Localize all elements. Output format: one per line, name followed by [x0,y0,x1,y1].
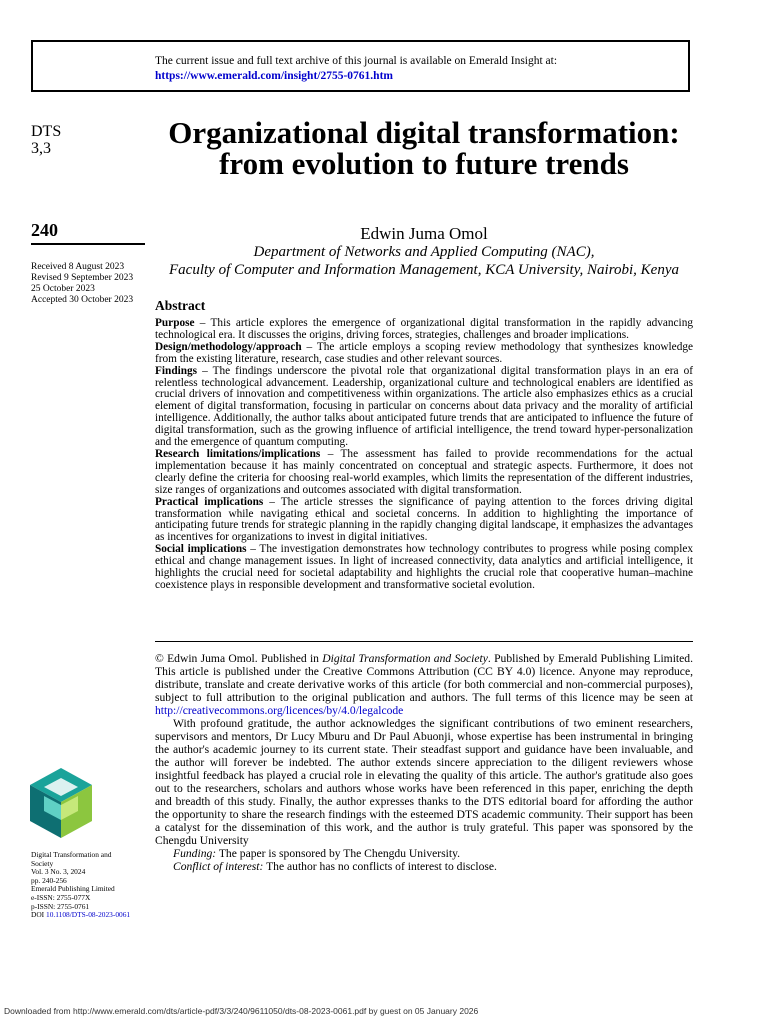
abstract-label: Purpose [155,317,195,329]
journal-access-box [31,40,690,92]
doi-line [31,911,143,920]
date-received: Received 8 August 2023 [31,262,125,272]
abstract-heading: Abstract [155,298,206,313]
article-dates [31,262,151,306]
affiliation-line-1: Department of Networks and Applied Computing (NAC), [253,244,595,260]
abstract-label: Social implications [155,543,247,556]
access-notice: The current issue and full text archive of this journal is available on Emerald Insight at: [155,55,558,67]
download-footer: Downloaded from http://www.emerald.com/dts/article-pdf/3/3/240/9611050/dts-08-2023-0061.pdf by guest on 05 January 2026 [4,1006,479,1016]
journal-info-line: Emerald Publishing Limited [31,884,115,894]
licence-text-2: . Published by Emerald Publishing Limited. This article is published under the Creative Commons Attribution (CC BY 4.0) licence. Anyone may reproduce, distribute, translate and create derivative works of this article (for both commercial and non-commercial purposes), subject to full attribution to the original publication and authors. The full terms of this licence may be seen at [155,652,693,704]
acknowledgement-paragraph: With profound gratitude, the author acknowledges the significant contributions of two eminent researchers, supervisors and mentors, Dr Lucy Mburu and Dr Paul Abuonji, whose expertise has been instrumental in bringing the author's academic journey to its current state. Their steadfast support and guidance have been invaluable, and the author will forever be indebted. The author extends sincere appreciation to the diligent reviewers whose insightful feedback has played a crucial role in elevating the quality of this article. The author's gratitude also goes out to the researchers, scholars and authors whose works have been referenced in this paper, enriching the depth and breadth of this study. Finally, the author expresses thanks to the DTS editorial board for affording the author the opportunity to share the research findings with the esteemed DTS academic community. Their support has been a catalyst for the dissemination of this work, and the author is truly grateful. This paper was sponsored by the Chengdu University [155,717,693,847]
abstract-limitations [155,449,693,497]
doi-label: DOI [31,910,45,920]
licence-section [155,652,693,873]
abstract-findings [155,366,693,449]
abstract-text: – This article explores the emergence of organizational digital transformation in the rapidly advancing technological era. It discusses the origins, driving forces, strategies, challenges and broader implications. [155,317,693,341]
author-affiliation [150,243,698,279]
doi-link[interactable]: 10.1108/DTS-08-2023-0061 [46,910,131,920]
funding-label: Funding: [173,847,217,860]
licence-link[interactable]: http://creativecommons.org/licences/by/4.0/legalcode [155,704,404,717]
affiliation-line-2: Faculty of Computer and Information Management, KCA University, Nairobi, Kenya [169,262,679,278]
abstract-text: – The article stresses the significance of paying attention to the forces driving digital transformation while navigating ethical and societal concerns. In addition to highlighting the importance of anticipating future trends for strategic planning in the rapidly changing digital landscape, it emphasizes the advantages as incentives for organizations to invest in digital initiatives. [155,495,693,544]
funding-statement [155,847,693,860]
section-divider [155,641,693,642]
journal-logo [30,768,92,838]
journal-volume-label [31,123,61,157]
page-number-rule [31,243,145,245]
journal-info-line: e-ISSN: 2755-077X [31,892,91,902]
journal-info-line: Society [31,858,54,868]
page-number: 240 [31,220,58,240]
abstract-body [155,318,693,592]
abstract-text: – The investigation demonstrates how technology contributes to progress while posing complex ethical and change management issues. In light of increased connectivity, data analytics and artificial intelligence, it highlights the crucial need for societal adaptability and highlights the crucial role that cooperative human–machine coexistence plays in responsible development and transformative societal evolution. [155,543,693,591]
abstract-design [155,342,693,366]
journal-info [31,851,143,920]
date-revised: Revised 9 September 2023 [31,273,134,283]
abstract-social [155,544,693,592]
article-title: Organizational digital transformation: from evolution to future trends [168,115,680,181]
conflict-label: Conflict of interest: [173,860,264,873]
journal-info-line: p-ISSN: 2755-0761 [31,901,90,911]
licence-text: © Edwin Juma Omol. Published in [155,652,323,665]
date-accepted: Accepted 30 October 2023 [31,295,134,305]
author-name: Edwin Juma Omol [360,224,488,243]
volume-issue: 3,3 [31,140,51,157]
conflict-text: The author has no conflicts of interest to disclose. [263,860,497,873]
abstract-text: – The findings underscore the pivotal role that organizational digital transformation plays in an era of relentless technological advancement. Leadership, organizational culture and technological enablers are identified as crucial drivers of innovation and competitiveness within organizations. The article also emphasizes ethics as a crucial element of digital transformation, focusing in particular on concerns about data privacy and the morality of artificial intelligence. Additionally, the author talks about anticipated future trends that are anticipated to influence the future of digital transformation, such as the growing influence of artificial intelligence, the trend toward hyper-personalization and the emergence of quantum computing. [155,364,693,449]
journal-url-link[interactable]: https://www.emerald.com/insight/2755-0761.htm [155,70,393,82]
journal-info-line: Vol. 3 No. 3, 2024 [31,867,86,877]
abstract-label: Practical implications [155,495,264,508]
licence-paragraph [155,652,693,717]
journal-abbrev: DTS [31,123,62,140]
abstract-text: – The assessment has failed to provide recommendations for the actual implementation because it has mainly concentrated on conceptual and strategic aspects. Furthermore, it does not clearly define the criteria for choosing real-world examples, which limits the representation of the different industries, size ranges of organizations and outcomes associated with digital transformation. [155,447,693,496]
abstract-purpose [155,318,693,342]
date-revised-2: 25 October 2023 [31,284,95,294]
abstract-label: Findings [155,364,198,377]
funding-text: The paper is sponsored by The Chengdu University. [216,847,461,860]
abstract-label: Research limitations/implications [155,447,321,460]
journal-name: Digital Transformation and Society [322,652,488,665]
abstract-text: – The article employs a scoping review methodology that synthesizes knowledge from the existing literature, research, case studies and other relevant sources. [155,340,693,365]
abstract-label: Design/methodology/approach [155,340,302,353]
abstract-practical [155,497,693,545]
journal-info-line: Digital Transformation and [31,850,112,859]
journal-info-line: pp. 240-256 [31,875,67,885]
conflict-statement [155,860,693,873]
